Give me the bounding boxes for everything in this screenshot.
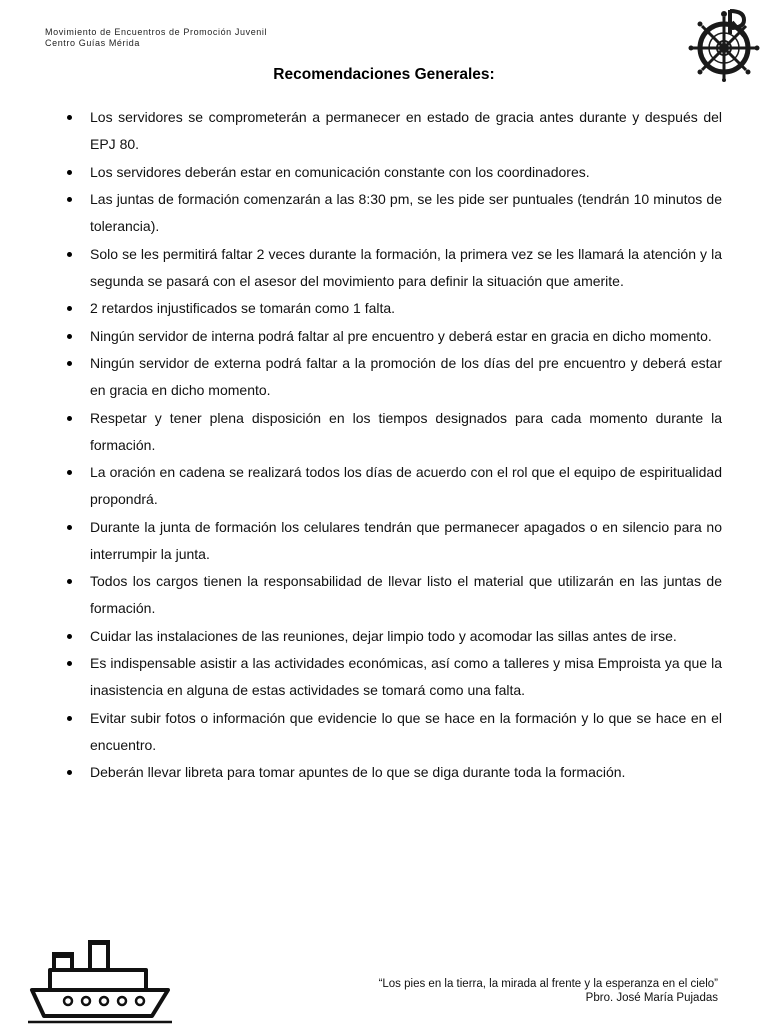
recommendation-text: Deberán llevar libreta para tomar apuntes de lo que se diga durante toda la formación. [90,764,626,780]
recommendation-text: Ningún servidor de interna podrá faltar al pre encuentro y deberá estar en gracia en dicho momento. [90,327,712,344]
recommendation-text: Evitar subir fotos o información que evidencie lo que se hace en la formación y lo que se hace en el encuentro. [90,709,722,753]
recommendation-text: Solo se les permitirá faltar 2 veces durante la formación, la primera vez se les llamará la atención y la segunda se pasará con el asesor del movimiento para definir la situación que amerite. [90,245,722,289]
list-item [63,186,722,240]
recommendation-text: Ningún servidor de externa podrá faltar a la promoción de los días del pre encuentro y deberá estar en gracia en dicho momento. [90,355,722,398]
recommendation-text: Los servidores se comprometerán a permanecer en estado de gracia antes durante y después del EPJ 80. [90,109,722,152]
bullet-icon [67,416,72,421]
bullet-icon [67,470,72,475]
bullet-icon [67,634,72,639]
list-item [63,159,722,186]
bullet-icon [67,361,72,366]
bullet-icon [67,252,72,257]
list-item [63,104,722,158]
recommendation-text: Cuidar las instalaciones de las reuniones, dejar limpio todo y acomodar las sillas antes de irse. [90,627,677,644]
recommendation-text: La oración en cadena se realizará todos los días de acuerdo con el rol que el equipo de espiritualidad propondrá. [90,464,722,507]
bullet-icon [67,115,72,120]
bullet-icon [67,579,72,584]
footer-quote [379,977,718,1005]
bullet-icon [67,770,72,775]
list-item [63,514,722,568]
organization-header [45,27,267,49]
recommendations-list [63,104,722,787]
recommendation-text: 2 retardos injustificados se tomarán como 1 falta. [90,300,396,316]
list-item [63,759,722,786]
bullet-icon [67,334,72,339]
list-item [63,650,722,704]
list-item [63,241,722,295]
recommendation-text: Todos los cargos tienen la responsabilidad de llevar listo el material que utilizarán en las juntas de formación. [90,573,722,616]
recommendation-text: Es indispensable asistir a las actividades económicas, así como a talleres y misa Emproista ya que la inasistencia en alguna de estas actividades se tomará como una falta. [90,655,722,698]
recommendation-text: Los servidores deberán estar en comunicación constante con los coordinadores. [90,163,590,180]
list-item [63,705,722,759]
recommendation-text: Las juntas de formación comenzarán a las 8:30 pm, se les pide ser puntuales (tendrán 10 minutos de tolerancia). [90,191,722,234]
bullet-icon [67,197,72,202]
list-item [63,623,722,650]
bullet-icon [67,170,72,175]
bullet-icon [67,661,72,666]
list-item [63,405,722,459]
list-item [63,295,722,322]
recommendation-text: Durante la junta de formación los celulares tendrán que permanecer apagados o en silencio para no interrumpir la junta. [90,518,722,562]
page-title: Recomendaciones Generales: [273,66,495,83]
organization-center: Centro Guías Mérida [45,38,140,48]
quote-text: “Los pies en la tierra, la mirada al frente y la esperanza en el cielo” [378,978,718,990]
organization-name: Movimiento de Encuentros de Promoción Juvenil [45,27,268,37]
list-item [63,323,722,350]
quote-author: Pbro. José María Pujadas [585,992,718,1004]
list-item [63,350,722,404]
bullet-icon [67,525,72,530]
list-item [63,568,722,622]
ship-icon [28,938,172,1024]
recommendation-text: Respetar y tener plena disposición en los tiempos designados para cada momento durante la formación. [90,409,722,453]
bullet-icon [67,306,72,311]
list-item [63,459,722,513]
bullet-icon [67,716,72,721]
